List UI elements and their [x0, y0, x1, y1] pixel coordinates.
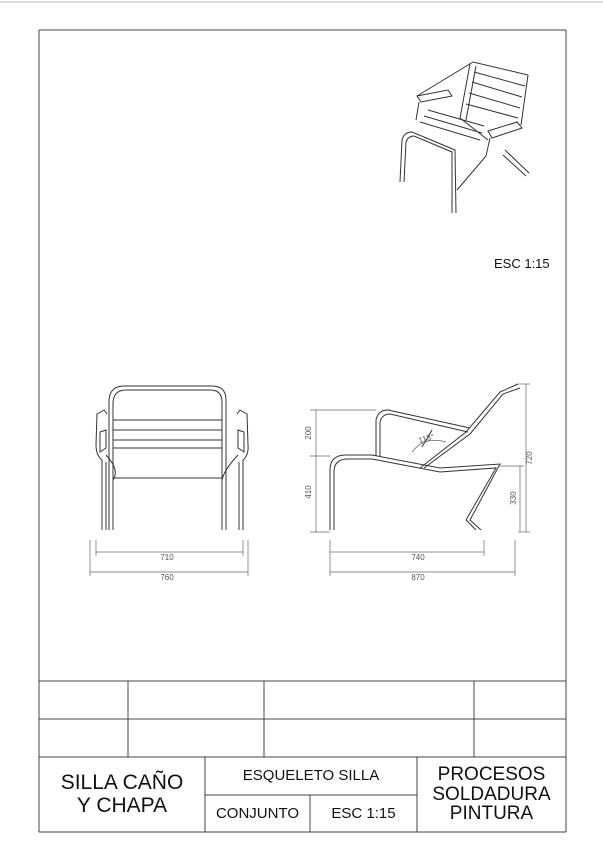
front-view [96, 386, 248, 530]
side-dim-seat-height: 410 [304, 485, 313, 499]
side-dim-total-height: 720 [525, 451, 534, 465]
title-line-2: Y CHAPA [76, 793, 168, 817]
isometric-scale-note: ESC 1:15 [494, 256, 550, 271]
isometric-view [400, 62, 529, 213]
title-block-title [39, 757, 205, 832]
sheet-frame [0, 2, 603, 832]
process-line-1: PROCESOS [437, 763, 546, 785]
title-block-part-name: ESQUELETO SILLA [242, 767, 380, 785]
process-line-2: SOLDADURA [432, 783, 551, 805]
side-dim-seat-depth: 740 [411, 553, 425, 562]
title-block-type: CONJUNTO [215, 804, 300, 822]
side-dim-arm-height: 330 [509, 491, 518, 505]
side-view-dimensions [310, 384, 530, 576]
side-dim-total-depth: 870 [411, 573, 425, 582]
side-view [330, 384, 520, 530]
title-block-processes [417, 757, 566, 832]
front-dim-outer: 760 [160, 573, 174, 582]
process-line-3: PINTURA [449, 803, 534, 825]
title-block-scale: ESC 1:15 [331, 804, 396, 822]
side-angle: 113° [417, 432, 436, 445]
title-line-1: SILLA CAÑO [60, 771, 184, 795]
front-dim-inner: 710 [160, 553, 174, 562]
side-dim-back: 200 [304, 426, 313, 440]
